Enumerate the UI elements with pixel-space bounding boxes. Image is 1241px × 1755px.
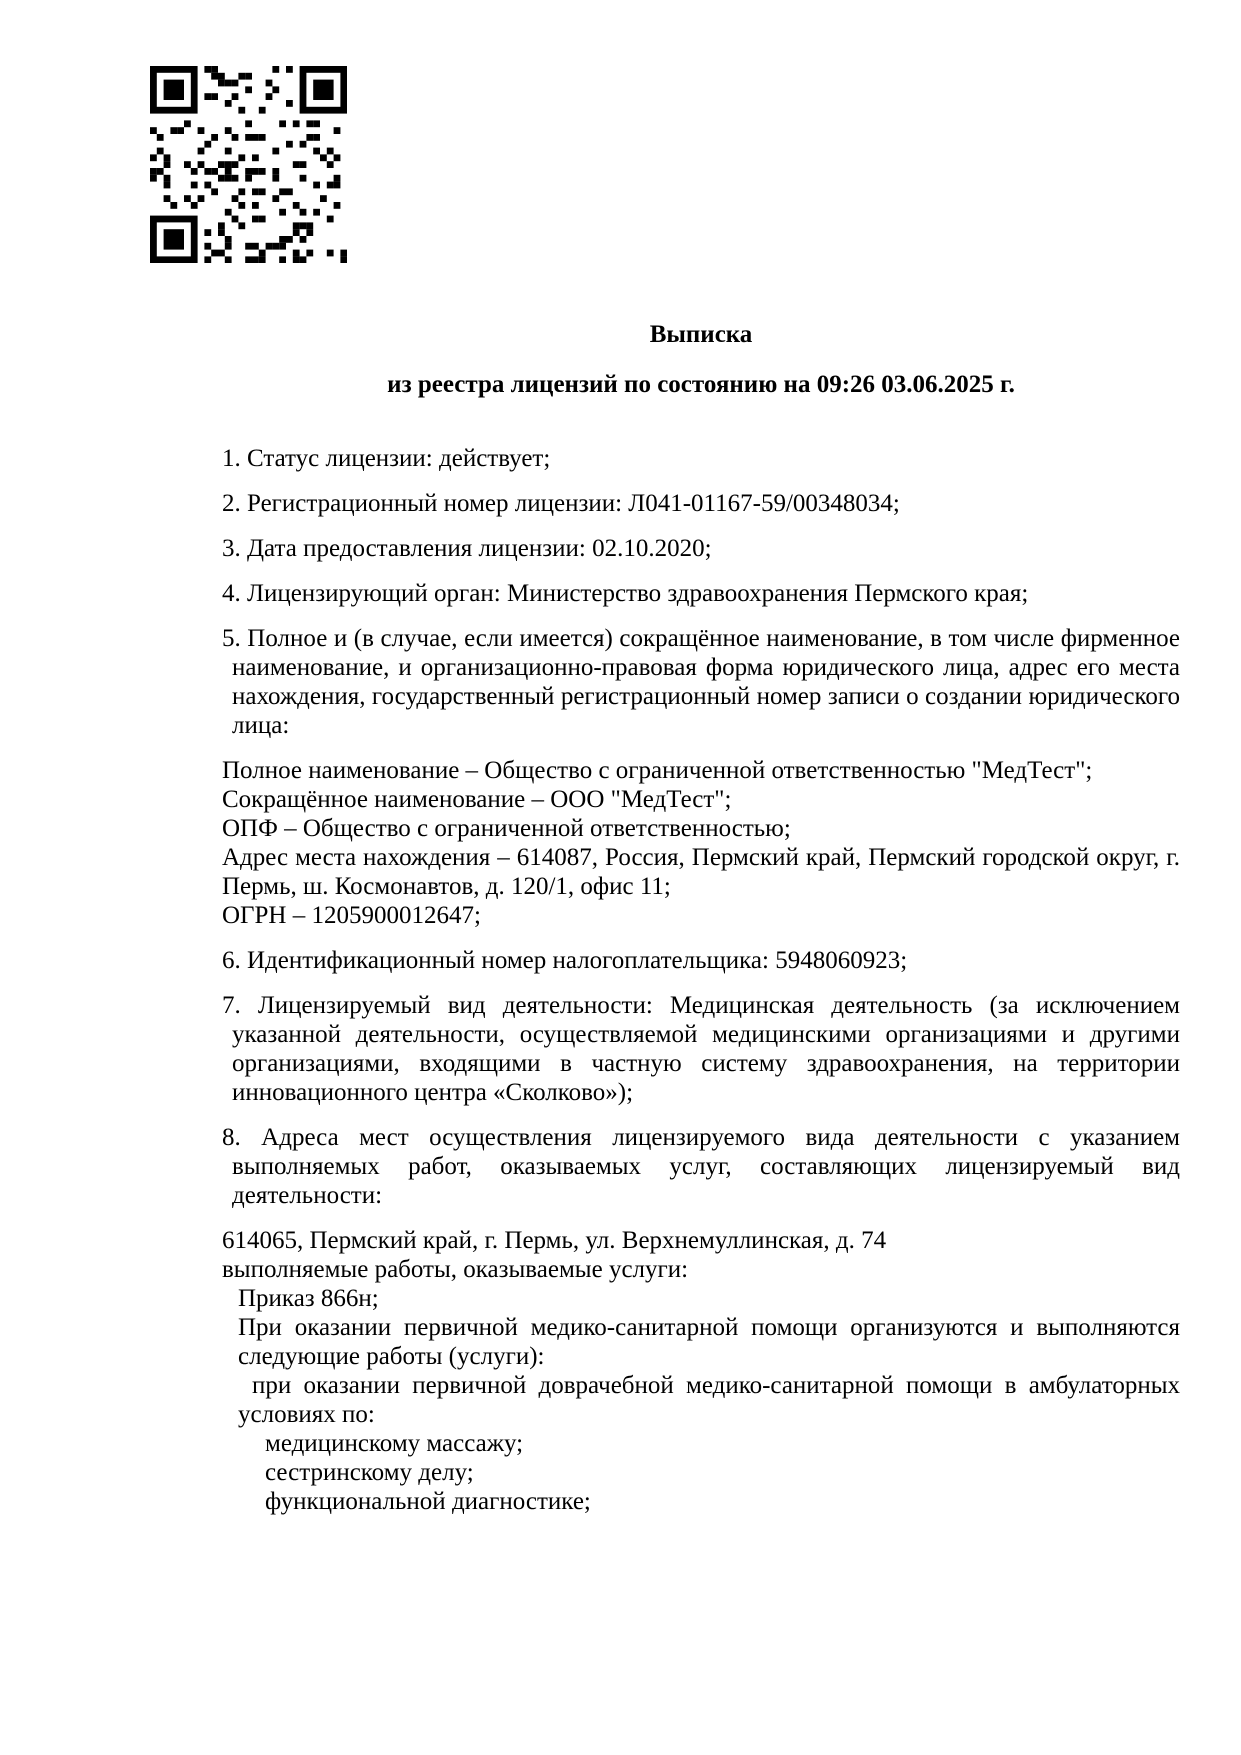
registration-number-item: 2. Регистрационный номер лицензии: Л041-01167-59/00348034; [222, 490, 900, 517]
qr-code [150, 66, 348, 264]
service-item: функциональной диагностике; [265, 1488, 591, 1515]
organization-address: Адрес места нахождения – 614087, Россия, Пермский край, Пермский городской округ, г. Пермь, ш. Космонавтов, д. 120/1, офис 11; [222, 844, 1180, 900]
organization-short-name: Сокращённое наименование – ООО "МедТест"; [222, 786, 732, 813]
document-title: Выписка [649, 321, 753, 348]
pre-medical-care-paragraph: при оказании первичной доврачебной медико-санитарной помощи в амбулаторных условиях по: [238, 1372, 1180, 1428]
licensing-authority-item: 4. Лицензирующий орган: Министерство здравоохранения Пермского края; [222, 580, 1029, 607]
organization-legal-form: ОПФ – Общество с ограниченной ответственностью; [222, 815, 791, 842]
organization-full-name: Полное наименование – Общество с ограниченной ответственностью "МедТест"; [222, 757, 1093, 784]
activity-addresses-heading-item: 8. Адреса мест осуществления лицензируемого вида деятельности с указанием выполняемых работ, оказываемых услуг, составляющих лицензируемый вид деятельности: [222, 1124, 1180, 1209]
activity-address-line: 614065, Пермский край, г. Пермь, ул. Верхнемуллинская, д. 74 [222, 1227, 887, 1254]
service-item: медицинскому массажу; [265, 1430, 524, 1457]
works-services-label: выполняемые работы, оказываемые услуги: [222, 1256, 689, 1283]
activity-address-block [222, 1226, 1180, 1516]
organization-details-block [222, 756, 1180, 930]
service-item: сестринскому делу; [265, 1459, 474, 1486]
organization-name-heading-item: 5. Полное и (в случае, если имеется) сокращённое наименование, в том числе фирменное наименование, и организационно-правовая форма юридического лица, адрес его места нахождения, государственный регистрационный номер записи о создании юридического лица: [222, 625, 1180, 739]
document-subtitle: из реестра лицензий по состоянию на 09:26 03.06.2025 г. [387, 371, 1015, 398]
license-status-item: 1. Статус лицензии: действует; [222, 445, 551, 472]
license-extract-document [222, 320, 1180, 1532]
order-reference: Приказ 866н; [238, 1285, 379, 1312]
organization-ogrn: ОГРН – 1205900012647; [222, 902, 481, 929]
taxpayer-number-item: 6. Идентификационный номер налогоплательщика: 5948060923; [222, 947, 908, 974]
primary-care-paragraph: При оказании первичной медико-санитарной помощи организуются и выполняются следующие работы (услуги): [238, 1314, 1180, 1370]
licensed-activity-item: 7. Лицензируемый вид деятельности: Медицинская деятельность (за исключением указанной деятельности, осуществляемой медицинскими организациями и другими организациями, входящими в частную систему здравоохранения, на территории инновационного центра «Сколково»); [222, 992, 1180, 1106]
grant-date-item: 3. Дата предоставления лицензии: 02.10.2020; [222, 535, 712, 562]
